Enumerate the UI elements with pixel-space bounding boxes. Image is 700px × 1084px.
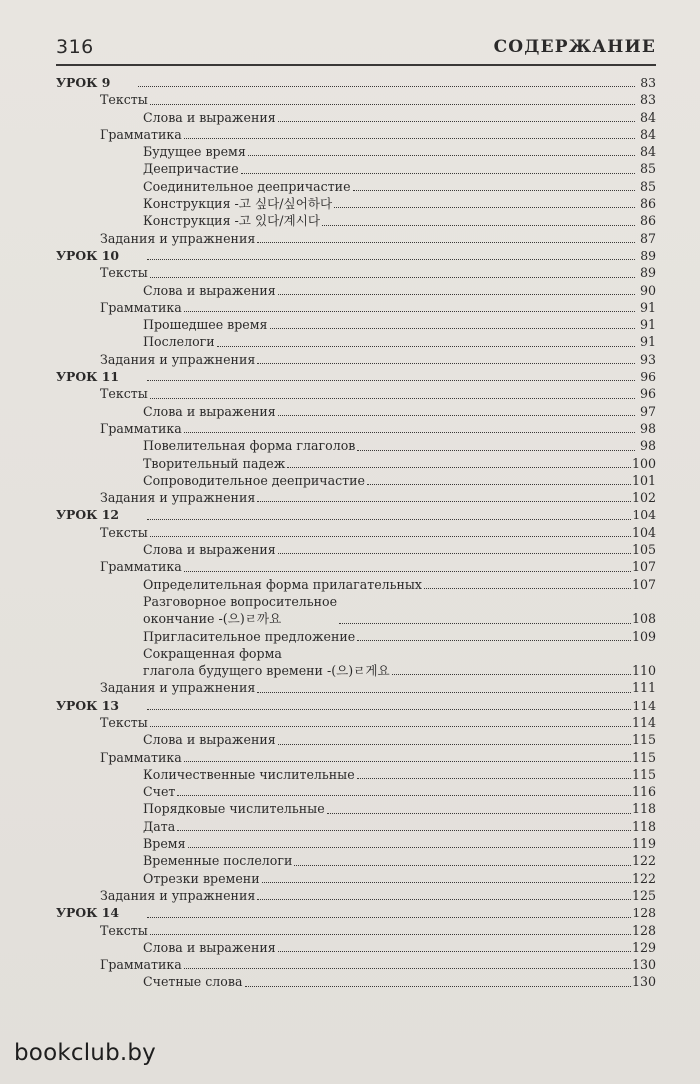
dot-leader bbox=[177, 795, 631, 796]
toc-subsection-entry bbox=[56, 143, 656, 160]
toc-section-entry bbox=[56, 264, 656, 281]
toc-entry-title: Задания и упражнения bbox=[100, 490, 256, 506]
toc-entry-page-number: 102 bbox=[631, 490, 656, 506]
toc-entry-page-number: 130 bbox=[631, 957, 656, 973]
toc-section-entry bbox=[56, 351, 656, 368]
toc-entry-title: Тексты bbox=[100, 92, 148, 108]
dot-leader bbox=[357, 778, 631, 779]
toc-entry-page-number: 98 bbox=[639, 438, 656, 454]
dot-leader bbox=[287, 467, 631, 468]
toc-entry-page-number: 128 bbox=[631, 922, 656, 938]
toc-entry-title: Деепричастие bbox=[143, 161, 239, 177]
toc-subsection-entry bbox=[56, 800, 656, 817]
dot-leader bbox=[339, 623, 631, 624]
dot-leader bbox=[294, 865, 631, 866]
dot-leader bbox=[257, 501, 631, 502]
toc-subsection-entry bbox=[56, 593, 656, 628]
toc-entry-title: Грамматика bbox=[100, 420, 182, 436]
toc-entry-title: УРОК 9 bbox=[56, 75, 111, 90]
running-title: СОДЕРЖАНИЕ bbox=[493, 37, 656, 57]
toc-entry-page-number: 118 bbox=[631, 801, 656, 817]
dot-leader bbox=[241, 173, 635, 174]
dot-leader bbox=[217, 346, 635, 347]
dot-leader bbox=[248, 155, 635, 156]
toc-entry-page-number: 84 bbox=[639, 126, 656, 142]
toc-section-entry bbox=[56, 230, 656, 247]
dot-leader bbox=[278, 744, 631, 745]
toc-entry-title: Задания и упражнения bbox=[100, 351, 256, 367]
toc-entry-title: Повелительная форма глаголов bbox=[143, 438, 356, 454]
toc-entry-page-number: 114 bbox=[632, 697, 656, 713]
toc-subsection-entry bbox=[56, 939, 656, 956]
toc-subsection-entry bbox=[56, 852, 656, 869]
dot-leader bbox=[353, 190, 635, 191]
toc-entry-page-number: 128 bbox=[632, 905, 656, 921]
toc-entry-title: Тексты bbox=[100, 265, 148, 281]
dot-leader bbox=[357, 450, 635, 451]
table-of-contents bbox=[56, 74, 656, 991]
watermark-text: bookclub.by bbox=[14, 1040, 156, 1066]
toc-entry-title: УРОК 14 bbox=[56, 905, 119, 921]
toc-subsection-entry bbox=[56, 818, 656, 835]
toc-entry-title: Грамматика bbox=[100, 957, 182, 973]
toc-subsection-entry bbox=[56, 783, 656, 800]
toc-entry-title: УРОК 12 bbox=[56, 507, 119, 523]
toc-entry-page-number: 115 bbox=[631, 732, 656, 748]
toc-entry-page-number: 104 bbox=[631, 524, 656, 540]
page-number: 316 bbox=[56, 36, 94, 58]
dot-leader bbox=[278, 294, 635, 295]
toc-subsection-entry bbox=[56, 109, 656, 126]
toc-subsection-entry bbox=[56, 973, 656, 990]
toc-entry-title: Порядковые числительные bbox=[143, 801, 325, 817]
toc-section-entry bbox=[56, 887, 656, 904]
toc-entry-title: Разговорное вопросительное окончание -(으)ㄹ까요 bbox=[143, 593, 338, 627]
dot-leader bbox=[245, 986, 631, 987]
toc-entry-page-number: 125 bbox=[631, 887, 656, 903]
toc-subsection-entry bbox=[56, 178, 656, 195]
toc-entry-title: Грамматика bbox=[100, 299, 182, 315]
toc-entry-title: Конструкция -고 싶다/싶어하다 bbox=[143, 196, 333, 212]
toc-subsection-entry bbox=[56, 541, 656, 558]
toc-entry-page-number: 84 bbox=[639, 109, 656, 125]
toc-entry-title: Слова и выражения bbox=[143, 732, 276, 748]
dot-leader bbox=[257, 692, 631, 693]
toc-entry-page-number: 107 bbox=[631, 559, 656, 575]
dot-leader bbox=[147, 259, 635, 260]
toc-entry-title: Тексты bbox=[100, 524, 148, 540]
toc-section-entry bbox=[56, 558, 656, 575]
toc-entry-page-number: 85 bbox=[639, 161, 656, 177]
toc-entry-title: Слова и выражения bbox=[143, 542, 276, 558]
toc-entry-page-number: 100 bbox=[631, 455, 656, 471]
toc-entry-page-number: 86 bbox=[639, 213, 656, 229]
dot-leader bbox=[150, 934, 631, 935]
toc-subsection-entry bbox=[56, 835, 656, 852]
toc-entry-page-number: 130 bbox=[631, 974, 656, 990]
toc-entry-page-number: 84 bbox=[639, 144, 656, 160]
dot-leader bbox=[322, 225, 635, 226]
dot-leader bbox=[278, 553, 631, 554]
toc-entry-title: Пригласительное предложение bbox=[143, 628, 356, 644]
toc-entry-page-number: 116 bbox=[631, 784, 656, 800]
toc-entry-title: Тексты bbox=[100, 386, 148, 402]
dot-leader bbox=[270, 328, 635, 329]
dot-leader bbox=[357, 640, 631, 641]
toc-lesson-entry bbox=[56, 904, 656, 921]
toc-entry-title: Грамматика bbox=[100, 749, 182, 765]
toc-section-entry bbox=[56, 714, 656, 731]
toc-entry-title: Будущее время bbox=[143, 144, 246, 160]
toc-entry-title: УРОК 13 bbox=[56, 697, 119, 713]
toc-entry-page-number: 105 bbox=[631, 542, 656, 558]
toc-entry-page-number: 85 bbox=[639, 178, 656, 194]
toc-entry-title: Отрезки времени bbox=[143, 870, 260, 886]
dot-leader bbox=[184, 432, 635, 433]
toc-entry-page-number: 122 bbox=[631, 870, 656, 886]
toc-entry-title: Творительный падеж bbox=[143, 455, 286, 471]
dot-leader bbox=[184, 968, 631, 969]
toc-subsection-entry bbox=[56, 195, 656, 212]
toc-entry-title: Сопроводительное деепричастие bbox=[143, 472, 365, 488]
toc-entry-title: Грамматика bbox=[100, 126, 182, 142]
toc-subsection-entry bbox=[56, 628, 656, 645]
toc-entry-page-number: 96 bbox=[639, 386, 656, 402]
toc-subsection-entry bbox=[56, 870, 656, 887]
toc-entry-title: Послелоги bbox=[143, 334, 215, 350]
dot-leader bbox=[278, 951, 631, 952]
toc-section-entry bbox=[56, 679, 656, 696]
toc-entry-title: Слова и выражения bbox=[143, 403, 276, 419]
toc-subsection-entry bbox=[56, 576, 656, 593]
toc-lesson-entry bbox=[56, 74, 656, 91]
toc-entry-page-number: 129 bbox=[631, 939, 656, 955]
toc-entry-page-number: 111 bbox=[631, 680, 656, 696]
toc-lesson-entry bbox=[56, 247, 656, 264]
toc-entry-title: Счетные слова bbox=[143, 974, 243, 990]
toc-entry-title: Тексты bbox=[100, 922, 148, 938]
toc-subsection-entry bbox=[56, 316, 656, 333]
toc-entry-page-number: 110 bbox=[631, 663, 656, 679]
toc-entry-title: Конструкция -고 있다/계시다 bbox=[143, 213, 321, 229]
toc-entry-page-number: 122 bbox=[631, 853, 656, 869]
toc-entry-title: Временные послелоги bbox=[143, 853, 293, 869]
toc-subsection-entry bbox=[56, 437, 656, 454]
dot-leader bbox=[150, 726, 631, 727]
toc-subsection-entry bbox=[56, 212, 656, 229]
toc-lesson-entry bbox=[56, 506, 656, 523]
dot-leader bbox=[367, 484, 631, 485]
dot-leader bbox=[147, 917, 631, 918]
toc-entry-title: Сокращенная форма глагола будущего времени -(으)ㄹ게요 bbox=[143, 645, 390, 679]
toc-entry-title: УРОК 11 bbox=[56, 369, 119, 385]
toc-entry-page-number: 93 bbox=[639, 351, 656, 367]
toc-entry-page-number: 91 bbox=[639, 334, 656, 350]
toc-entry-title: Количественные числительные bbox=[143, 766, 355, 782]
dot-leader bbox=[147, 519, 631, 520]
toc-entry-title: Дата bbox=[143, 818, 176, 834]
dot-leader bbox=[184, 311, 635, 312]
page-header bbox=[56, 36, 656, 62]
toc-entry-title: Грамматика bbox=[100, 559, 182, 575]
dot-leader bbox=[184, 761, 631, 762]
toc-entry-page-number: 91 bbox=[639, 299, 656, 315]
dot-leader bbox=[257, 363, 635, 364]
dot-leader bbox=[150, 104, 635, 105]
toc-entry-title: Время bbox=[143, 836, 186, 852]
dot-leader bbox=[147, 709, 631, 710]
dot-leader bbox=[278, 121, 635, 122]
toc-entry-page-number: 89 bbox=[640, 247, 656, 263]
toc-entry-page-number: 118 bbox=[631, 818, 656, 834]
dot-leader bbox=[177, 830, 631, 831]
dot-leader bbox=[262, 882, 631, 883]
dot-leader bbox=[257, 242, 635, 243]
dot-leader bbox=[392, 674, 631, 675]
toc-subsection-entry bbox=[56, 282, 656, 299]
toc-entry-page-number: 104 bbox=[632, 507, 656, 523]
toc-entry-page-number: 90 bbox=[639, 282, 656, 298]
dot-leader bbox=[147, 380, 635, 381]
toc-entry-page-number: 96 bbox=[640, 369, 656, 385]
toc-entry-title: Задания и упражнения bbox=[100, 680, 256, 696]
toc-subsection-entry bbox=[56, 472, 656, 489]
toc-subsection-entry bbox=[56, 455, 656, 472]
toc-subsection-entry bbox=[56, 645, 656, 680]
dot-leader bbox=[257, 899, 631, 900]
toc-section-entry bbox=[56, 956, 656, 973]
dot-leader bbox=[150, 536, 631, 537]
toc-section-entry bbox=[56, 489, 656, 506]
toc-section-entry bbox=[56, 524, 656, 541]
toc-section-entry bbox=[56, 91, 656, 108]
toc-entry-page-number: 119 bbox=[631, 836, 656, 852]
toc-section-entry bbox=[56, 922, 656, 939]
toc-subsection-entry bbox=[56, 731, 656, 748]
toc-entry-page-number: 115 bbox=[631, 749, 656, 765]
toc-section-entry bbox=[56, 385, 656, 402]
dot-leader bbox=[188, 847, 631, 848]
toc-section-entry bbox=[56, 420, 656, 437]
toc-entry-page-number: 83 bbox=[640, 75, 656, 90]
toc-entry-page-number: 115 bbox=[631, 766, 656, 782]
toc-subsection-entry bbox=[56, 160, 656, 177]
toc-lesson-entry bbox=[56, 368, 656, 385]
toc-entry-title: Задания и упражнения bbox=[100, 230, 256, 246]
toc-section-entry bbox=[56, 126, 656, 143]
toc-entry-page-number: 107 bbox=[631, 576, 656, 592]
toc-entry-page-number: 87 bbox=[639, 230, 656, 246]
toc-section-entry bbox=[56, 749, 656, 766]
toc-entry-page-number: 86 bbox=[639, 196, 656, 212]
toc-entry-page-number: 89 bbox=[639, 265, 656, 281]
toc-entry-title: Тексты bbox=[100, 714, 148, 730]
toc-entry-page-number: 91 bbox=[639, 317, 656, 333]
toc-entry-title: Слова и выражения bbox=[143, 939, 276, 955]
dot-leader bbox=[150, 277, 635, 278]
toc-entry-title: УРОК 10 bbox=[56, 247, 119, 263]
toc-entry-page-number: 108 bbox=[631, 611, 656, 627]
toc-entry-page-number: 109 bbox=[631, 628, 656, 644]
toc-entry-title: Слова и выражения bbox=[143, 282, 276, 298]
dot-leader bbox=[424, 588, 631, 589]
dot-leader bbox=[150, 398, 635, 399]
dot-leader bbox=[334, 207, 635, 208]
toc-entry-title: Прошедшее время bbox=[143, 317, 268, 333]
toc-lesson-entry bbox=[56, 697, 656, 714]
dot-leader bbox=[184, 138, 635, 139]
toc-subsection-entry bbox=[56, 403, 656, 420]
toc-entry-page-number: 101 bbox=[631, 472, 656, 488]
toc-entry-title: Определительная форма прилагательных bbox=[143, 576, 423, 592]
toc-subsection-entry bbox=[56, 766, 656, 783]
toc-entry-title: Соединительное деепричастие bbox=[143, 178, 351, 194]
dot-leader bbox=[327, 813, 631, 814]
toc-entry-page-number: 98 bbox=[639, 420, 656, 436]
toc-subsection-entry bbox=[56, 333, 656, 350]
toc-entry-page-number: 114 bbox=[631, 714, 656, 730]
toc-section-entry bbox=[56, 299, 656, 316]
toc-entry-title: Слова и выражения bbox=[143, 109, 276, 125]
header-rule bbox=[56, 64, 656, 66]
dot-leader bbox=[138, 86, 635, 87]
toc-entry-page-number: 97 bbox=[639, 403, 656, 419]
toc-entry-title: Задания и упражнения bbox=[100, 887, 256, 903]
dot-leader bbox=[184, 571, 631, 572]
toc-entry-page-number: 83 bbox=[639, 92, 656, 108]
dot-leader bbox=[278, 415, 635, 416]
toc-entry-title: Счет bbox=[143, 784, 176, 800]
